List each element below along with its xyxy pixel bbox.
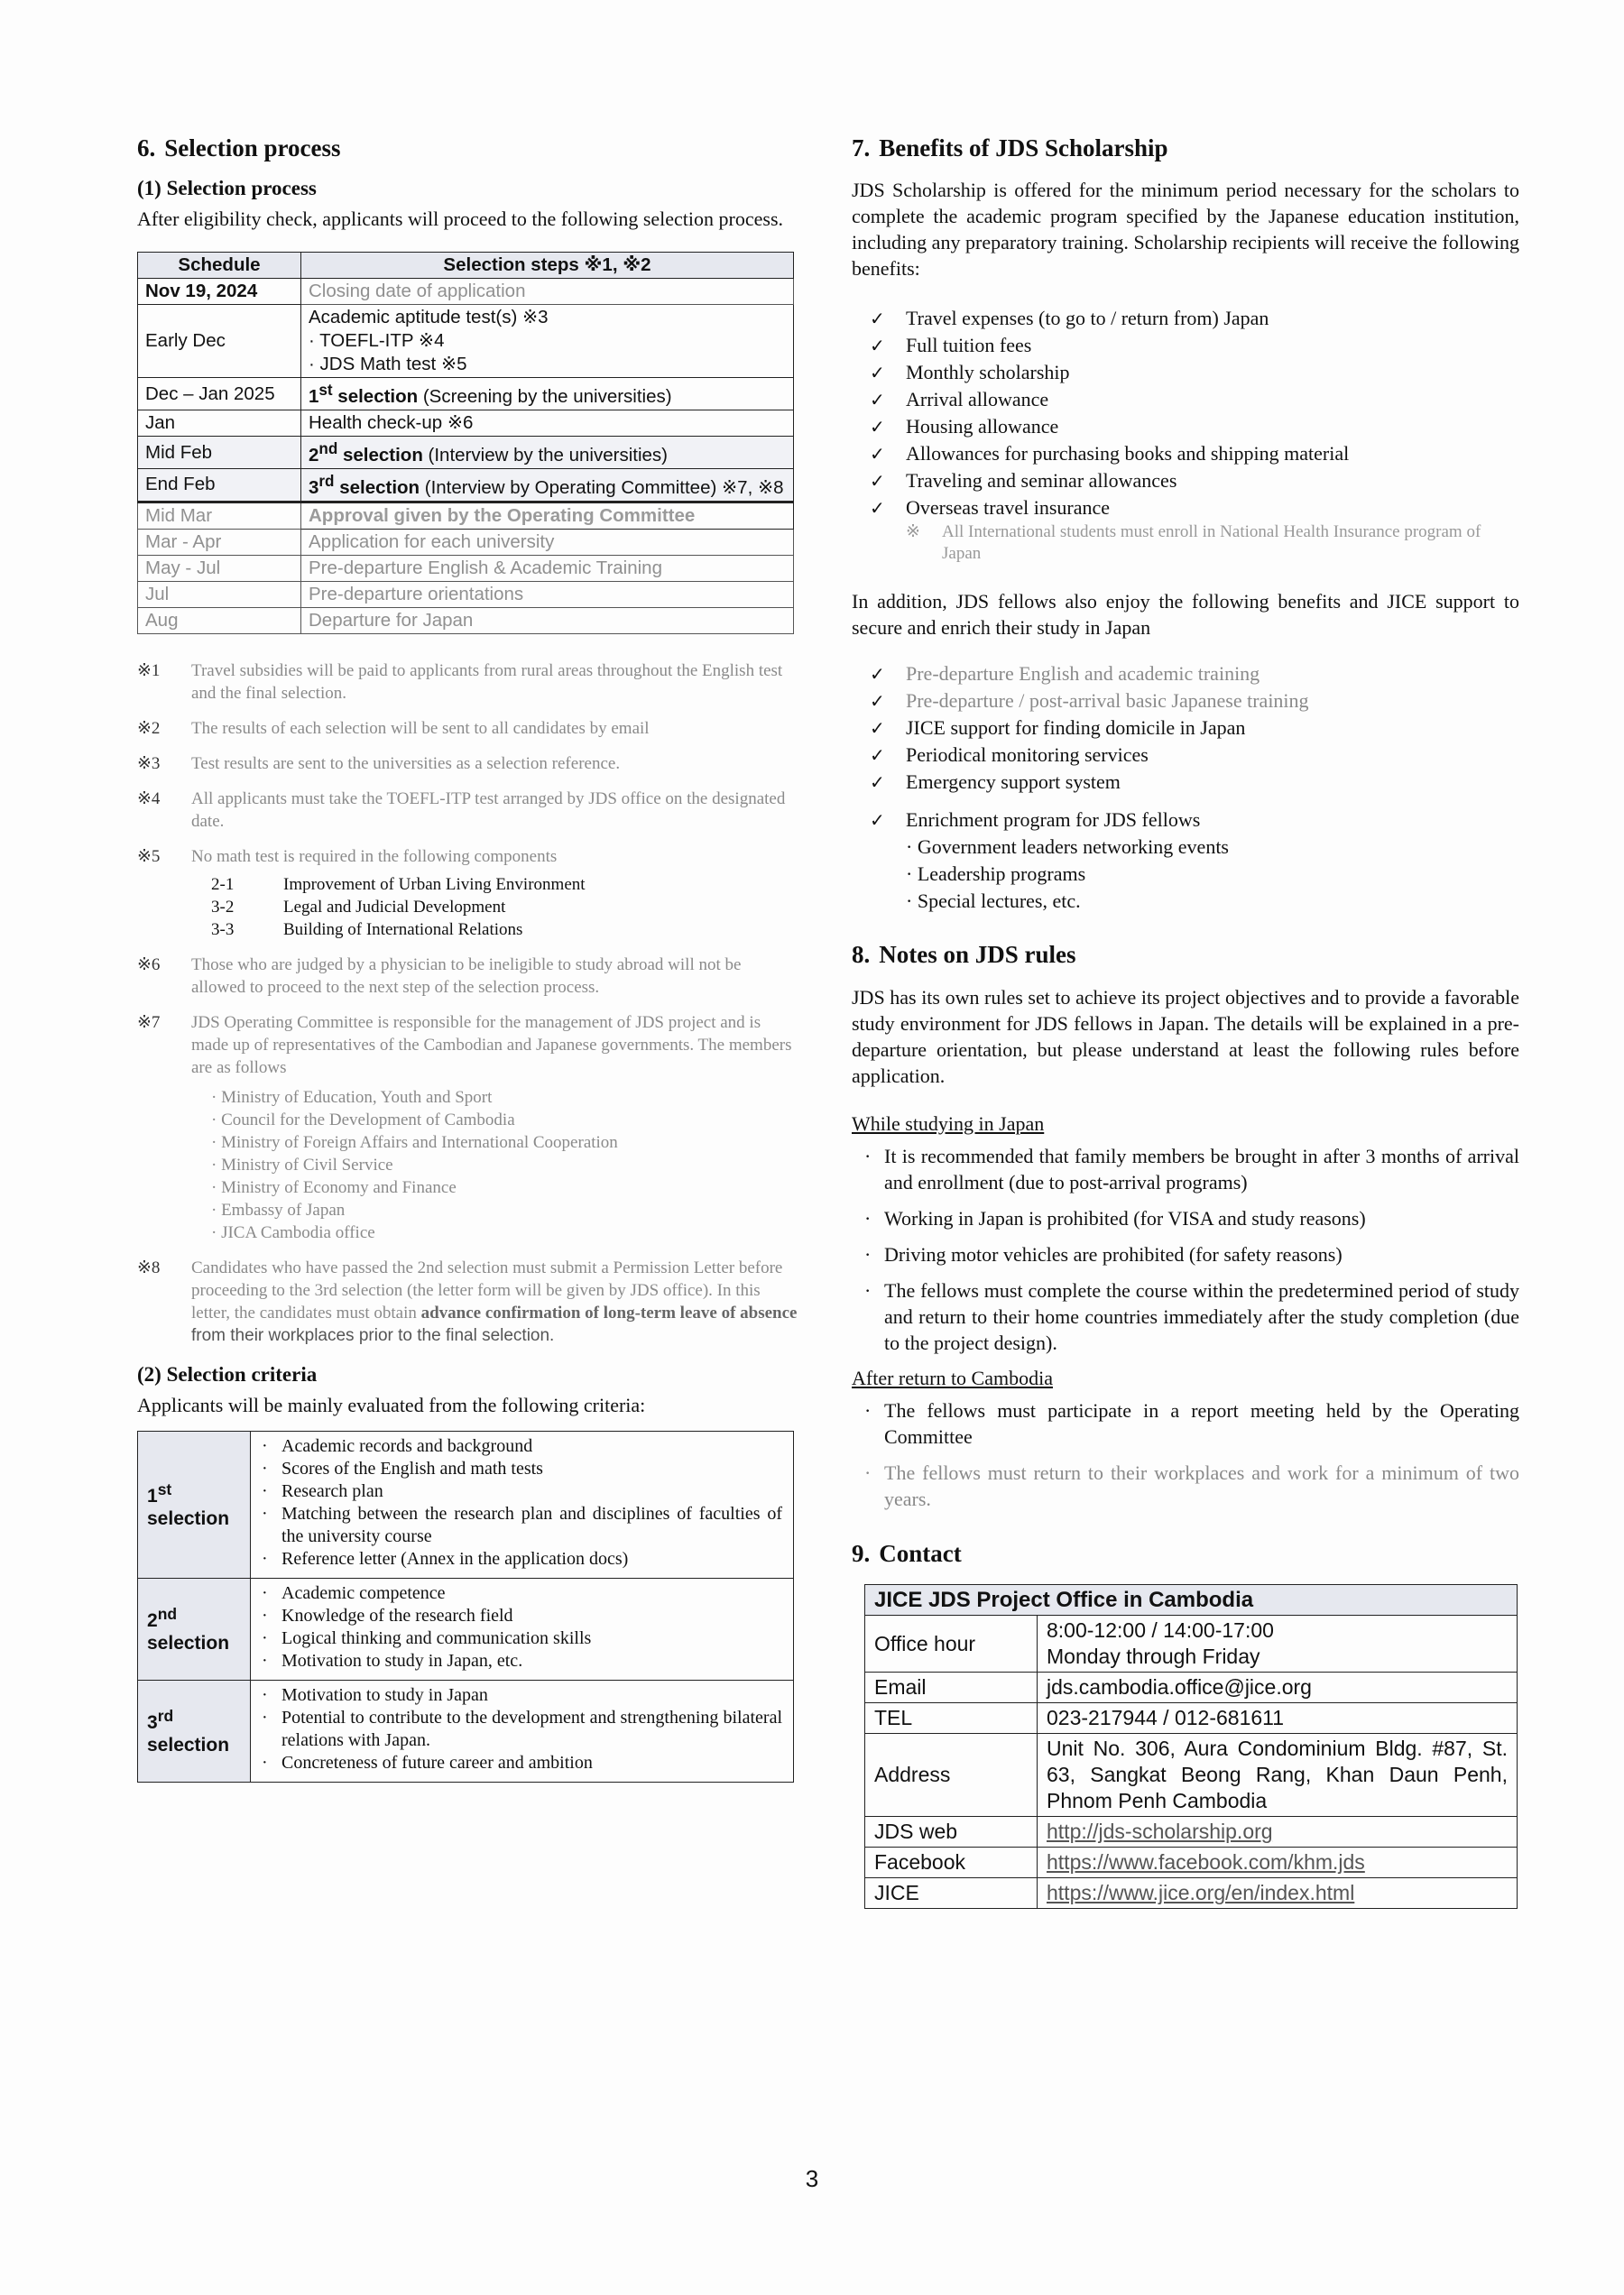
list-item: ✓ Monthly scholarship <box>870 359 1519 386</box>
check-icon: ✓ <box>870 362 885 384</box>
list-item: · Motivation to study in Japan, etc. <box>262 1650 782 1673</box>
step-cell: Pre-departure English & Academic Training <box>301 555 794 581</box>
list-item: · The fellows must return to their workplaces and work for a minimum of two years. <box>864 1460 1519 1512</box>
page-number: 3 <box>805 2165 819 2192</box>
footnote <box>137 1257 798 1347</box>
list-item: · Ministry of Civil Service <box>211 1154 798 1176</box>
list-item: ✓ Full tuition fees <box>870 332 1519 359</box>
list-item: · The fellows must complete the course within the predetermined period of study and return to their home countries immediately after the study completion (due to the project design). <box>864 1277 1519 1356</box>
schedule-cell: Nov 19, 2024 <box>138 279 301 305</box>
check-icon: ✓ <box>870 443 885 465</box>
contact-table-title: JICE JDS Project Office in Cambodia <box>865 1585 1518 1616</box>
contact-table <box>864 1584 1518 1909</box>
table-row <box>138 555 794 581</box>
check-icon: ✓ <box>870 744 885 767</box>
schedule-cell: Jan <box>138 410 301 437</box>
contact-value: 023-217944 / 012-681611 <box>1038 1703 1518 1734</box>
criteria-items <box>251 1431 794 1578</box>
footnote-mark: ※1 <box>137 660 161 680</box>
jds-web-link[interactable]: http://jds-scholarship.org <box>1038 1817 1518 1848</box>
list-item: · Ministry of Education, Youth and Sport <box>211 1086 798 1109</box>
footnote <box>137 788 798 833</box>
schedule-header-row <box>138 253 794 279</box>
footnote-mark: ※7 <box>137 1012 161 1032</box>
contact-key: Facebook <box>865 1848 1038 1878</box>
step-cell: Pre-departure orientations <box>301 581 794 607</box>
footnote-mark: ※4 <box>137 788 161 808</box>
step-cell: Approval given by the Operating Committee <box>301 502 794 529</box>
footnote-text: JDS Operating Committee is responsible for the management of JDS project and is made up of representatives of the Cambodian and Japanese governments. The members are as follows <box>191 1012 792 1077</box>
schedule-cell: Aug <box>138 607 301 633</box>
table-row <box>138 502 794 529</box>
while-studying-heading: While studying in Japan <box>852 1111 1045 1135</box>
step-cell: Departure for Japan <box>301 607 794 633</box>
list-item: · Ministry of Foreign Affairs and International Cooperation <box>211 1131 798 1154</box>
component-code: 3-3 <box>211 919 235 939</box>
schedule-cell: Mid Mar <box>138 502 301 529</box>
table-row <box>865 1703 1518 1734</box>
step-line: · TOEFL-ITP ※4 <box>309 330 445 352</box>
step-line: Academic aptitude test(s) ※3 <box>309 307 549 328</box>
contact-value: 8:00-12:00 / 14:00-17:00 Monday through Friday <box>1038 1616 1518 1673</box>
left-column <box>137 134 798 1783</box>
step-bold: 2nd selection <box>309 440 423 466</box>
additional-benefits-intro: In addition, JDS fellows also enjoy the following benefits and JICE support to secure and enrich their study in Japan <box>852 590 1519 640</box>
footnote-body <box>191 845 798 941</box>
list-item: · Council for the Development of Cambodia <box>211 1109 798 1131</box>
list-item: · Knowledge of the research field <box>262 1605 782 1627</box>
steps-col-header: Selection steps ※1, ※2 <box>301 253 794 279</box>
schedule-cell: Jul <box>138 581 301 607</box>
check-icon: ✓ <box>870 771 885 794</box>
enrichment-items <box>906 834 1519 915</box>
selection-criteria-subheading: (2) Selection criteria <box>137 1362 318 1386</box>
component-name: Improvement of Urban Living Environment <box>283 874 586 894</box>
component-code: 2-1 <box>211 874 235 894</box>
criteria-items <box>251 1680 794 1782</box>
facebook-link[interactable]: https://www.facebook.com/khm.jds <box>1038 1848 1518 1878</box>
list-item: ✓ Arrival allowance <box>870 386 1519 413</box>
note-text: All International students must enroll in National Health Insurance program of Japan <box>942 522 1481 564</box>
schedule-cell: Mid Feb <box>138 437 301 469</box>
enrichment-list <box>852 806 1519 834</box>
list-item: ✓ JICE support for finding domicile in Japan <box>870 714 1519 742</box>
footnote-text <box>191 1257 798 1347</box>
list-item: · Concreteness of future career and ambition <box>262 1752 782 1774</box>
footnote-text: The results of each selection will be sent to all candidates by email <box>191 718 650 738</box>
footnote-mark: ※3 <box>137 753 161 773</box>
check-icon: ✓ <box>870 335 885 357</box>
criteria-table <box>137 1431 794 1783</box>
list-item: · The fellows must participate in a report meeting held by the Operating Committee <box>864 1397 1519 1450</box>
benefits-intro: JDS Scholarship is offered for the minimum period necessary for the scholars to complete the academic program specified by the Japanese education institution, including any preparatory training. Scholarship recipients will receive the following benefits: <box>852 179 1519 281</box>
step-text: (Interview by the universities) <box>422 445 668 466</box>
jice-link[interactable]: https://www.jice.org/en/index.html <box>1038 1878 1518 1909</box>
footnote-bold: advance confirmation of long-term leave of absence <box>420 1303 798 1323</box>
section-7-heading: 7. Benefits of JDS Scholarship <box>852 134 1168 161</box>
step-cell <box>301 378 794 410</box>
section-8-heading: 8. Notes on JDS rules <box>852 941 1076 969</box>
list-item: ✓ Enrichment program for JDS fellows <box>870 806 1519 834</box>
footnote <box>137 752 798 775</box>
table-row <box>138 1431 794 1578</box>
footnote-mark: ※2 <box>137 718 161 738</box>
footnotes <box>137 659 798 1347</box>
footnote <box>137 717 798 740</box>
footnote <box>137 659 798 705</box>
after-return-heading: After return to Cambodia <box>852 1366 1053 1389</box>
note-mark: ※ <box>906 522 920 542</box>
contact-key: JICE <box>865 1878 1038 1909</box>
list-item: ✓ Travel expenses (to go to / return from) Japan <box>870 305 1519 332</box>
step-line: · JDS Math test ※5 <box>309 354 467 375</box>
step-cell <box>301 469 794 502</box>
list-item: · Reference letter (Annex in the application docs) <box>262 1548 782 1571</box>
list-item: · Special lectures, etc. <box>906 888 1519 915</box>
table-row <box>138 607 794 633</box>
table-row <box>138 305 794 378</box>
list-item: ✓ Pre-departure / post-arrival basic Japanese training <box>870 687 1519 714</box>
list-item: · Embassy of Japan <box>211 1199 798 1221</box>
schedule-cell: Dec – Jan 2025 <box>138 378 301 410</box>
list-item: · Research plan <box>262 1480 782 1503</box>
check-icon: ✓ <box>870 690 885 713</box>
schedule-cell: May - Jul <box>138 555 301 581</box>
contact-key: Office hour <box>865 1616 1038 1673</box>
list-item: · Academic competence <box>262 1582 782 1605</box>
list-item: · Leadership programs <box>906 861 1519 888</box>
footnote-text: Test results are sent to the universities as a selection reference. <box>191 753 621 773</box>
criteria-label: 3rd selection <box>138 1680 251 1782</box>
footnote-text-part: from their workplaces prior to the final selection. <box>191 1325 555 1345</box>
schedule-cell: Early Dec <box>138 305 301 378</box>
table-row <box>865 1585 1518 1616</box>
table-row <box>138 410 794 437</box>
right-column <box>852 134 1519 1909</box>
contact-key: TEL <box>865 1703 1038 1734</box>
list-item: ✓ Emergency support system <box>870 769 1519 796</box>
check-icon: ✓ <box>870 717 885 740</box>
step-text: (Screening by the universities) <box>418 386 672 408</box>
step-text: (Interview by Operating Committee) ※7, ※8 <box>420 476 784 498</box>
table-row <box>865 1878 1518 1909</box>
criteria-label: 1st selection <box>138 1431 251 1578</box>
footnote <box>137 845 798 941</box>
component-name: Building of International Relations <box>283 919 523 939</box>
component-name: Legal and Judicial Development <box>283 897 506 917</box>
list-item: ✓ Allowances for purchasing books and shipping material <box>870 440 1519 467</box>
table-row <box>865 1817 1518 1848</box>
contact-key: Address <box>865 1734 1038 1817</box>
check-icon: ✓ <box>870 497 885 520</box>
list-item: · Government leaders networking events <box>906 834 1519 861</box>
check-icon: ✓ <box>870 308 885 330</box>
footnote-text-part: Candidates who have passed the 2nd selection must submit a Permission Letter before proceeding to the 3rd selection (the letter form will be given by JDS office). In this letter, the candidates must obtain <box>191 1258 783 1323</box>
while-studying-rules <box>852 1143 1519 1356</box>
criteria-label: 2nd selection <box>138 1578 251 1680</box>
footnote-text: No math test is required in the following components <box>191 846 558 866</box>
footnote-text: All applicants must take the TOEFL-ITP test arranged by JDS office on the designated date. <box>191 788 786 831</box>
list-item: · Potential to contribute to the development and strengthening bilateral relations with Japan. <box>262 1707 782 1752</box>
table-row <box>138 437 794 469</box>
insurance-note <box>906 521 1519 565</box>
check-icon: ✓ <box>870 389 885 411</box>
schedule-cell: Mar - Apr <box>138 529 301 555</box>
step-cell <box>301 305 794 378</box>
schedule-cell: End Feb <box>138 469 301 502</box>
table-row <box>138 1578 794 1680</box>
section-6-heading: 6. Selection process <box>137 134 341 161</box>
list-item: · Motivation to study in Japan <box>262 1684 782 1707</box>
step-cell: Closing date of application <box>301 279 794 305</box>
email-link[interactable]: jds.cambodia.office@jice.org <box>1038 1673 1518 1703</box>
criteria-intro: Applicants will be mainly evaluated from the following criteria: <box>137 1393 646 1416</box>
table-row <box>138 1680 794 1782</box>
footnote <box>137 1011 798 1244</box>
component-list <box>211 873 798 941</box>
footnote <box>137 954 798 999</box>
list-item: ✓ Overseas travel insurance <box>870 494 1519 521</box>
contact-key: Email <box>865 1673 1038 1703</box>
list-item: ✓ Traveling and seminar allowances <box>870 467 1519 494</box>
rules-intro: JDS has its own rules set to achieve its project objectives and to provide a favorable study environment for JDS fellows in Japan. The details will be explained in a pre-departure orientation, but please understand at least the following rules before application. <box>852 985 1519 1087</box>
step-cell: Health check-up ※6 <box>301 410 794 437</box>
check-icon: ✓ <box>870 663 885 686</box>
list-item: · Driving motor vehicles are prohibited (for safety reasons) <box>864 1241 1519 1267</box>
step-cell: Application for each university <box>301 529 794 555</box>
table-row <box>865 1734 1518 1817</box>
table-row <box>138 469 794 502</box>
benefits-list <box>852 305 1519 521</box>
list-item: · Ministry of Economy and Finance <box>211 1176 798 1199</box>
schedule-col-header: Schedule <box>138 253 301 279</box>
check-icon: ✓ <box>870 416 885 438</box>
list-item: · JICA Cambodia office <box>211 1221 798 1244</box>
footnote-mark: ※8 <box>137 1258 161 1277</box>
footnote-mark: ※5 <box>137 846 161 866</box>
schedule-table <box>137 252 794 633</box>
list-item: · Scores of the English and math tests <box>262 1458 782 1480</box>
support-list <box>852 660 1519 796</box>
after-return-rules <box>852 1397 1519 1512</box>
list-item: · Working in Japan is prohibited (for VISA and study reasons) <box>864 1205 1519 1231</box>
footnote-text: Travel subsidies will be paid to applicants from rural areas throughout the English test and the final selection. <box>191 660 783 703</box>
contact-key: JDS web <box>865 1817 1038 1848</box>
check-icon: ✓ <box>870 809 885 832</box>
footnote-text: Those who are judged by a physician to be ineligible to study abroad will not be allowed to proceed to the next step of the selection process. <box>191 954 742 997</box>
committee-members <box>211 1086 798 1244</box>
list-item: · Matching between the research plan and disciplines of faculties of the university course <box>262 1503 782 1548</box>
list-item: ✓ Periodical monitoring services <box>870 742 1519 769</box>
component-code: 3-2 <box>211 897 235 917</box>
step-bold: 3rd selection <box>309 473 420 498</box>
step-bold: 1st selection <box>309 382 419 408</box>
selection-process-subheading: (1) Selection process <box>137 177 317 200</box>
contact-value: Unit No. 306, Aura Condominium Bldg. #87, St. 63, Sangkat Beong Rang, Khan Daun Penh, Phnom Penh Cambodia <box>1038 1734 1518 1817</box>
table-row <box>138 279 794 305</box>
table-row <box>865 1848 1518 1878</box>
table-row <box>865 1673 1518 1703</box>
table-row <box>138 529 794 555</box>
check-icon: ✓ <box>870 470 885 493</box>
table-row <box>138 581 794 607</box>
list-item: · It is recommended that family members be brought in after 3 months of arrival and enrollment (due to post-arrival programs) <box>864 1143 1519 1195</box>
list-item: · Academic records and background <box>262 1435 782 1458</box>
list-item: ✓ Pre-departure English and academic training <box>870 660 1519 687</box>
list-item: · Logical thinking and communication skills <box>262 1627 782 1650</box>
selection-intro: After eligibility check, applicants will proceed to the following selection process. <box>137 207 784 231</box>
footnote-mark: ※6 <box>137 954 161 974</box>
footnote-body <box>191 1011 798 1244</box>
step-cell <box>301 437 794 469</box>
list-item: ✓ Housing allowance <box>870 413 1519 440</box>
criteria-items <box>251 1578 794 1680</box>
table-row <box>138 378 794 410</box>
section-9-heading: 9. Contact <box>852 1539 962 1567</box>
table-row <box>865 1616 1518 1673</box>
